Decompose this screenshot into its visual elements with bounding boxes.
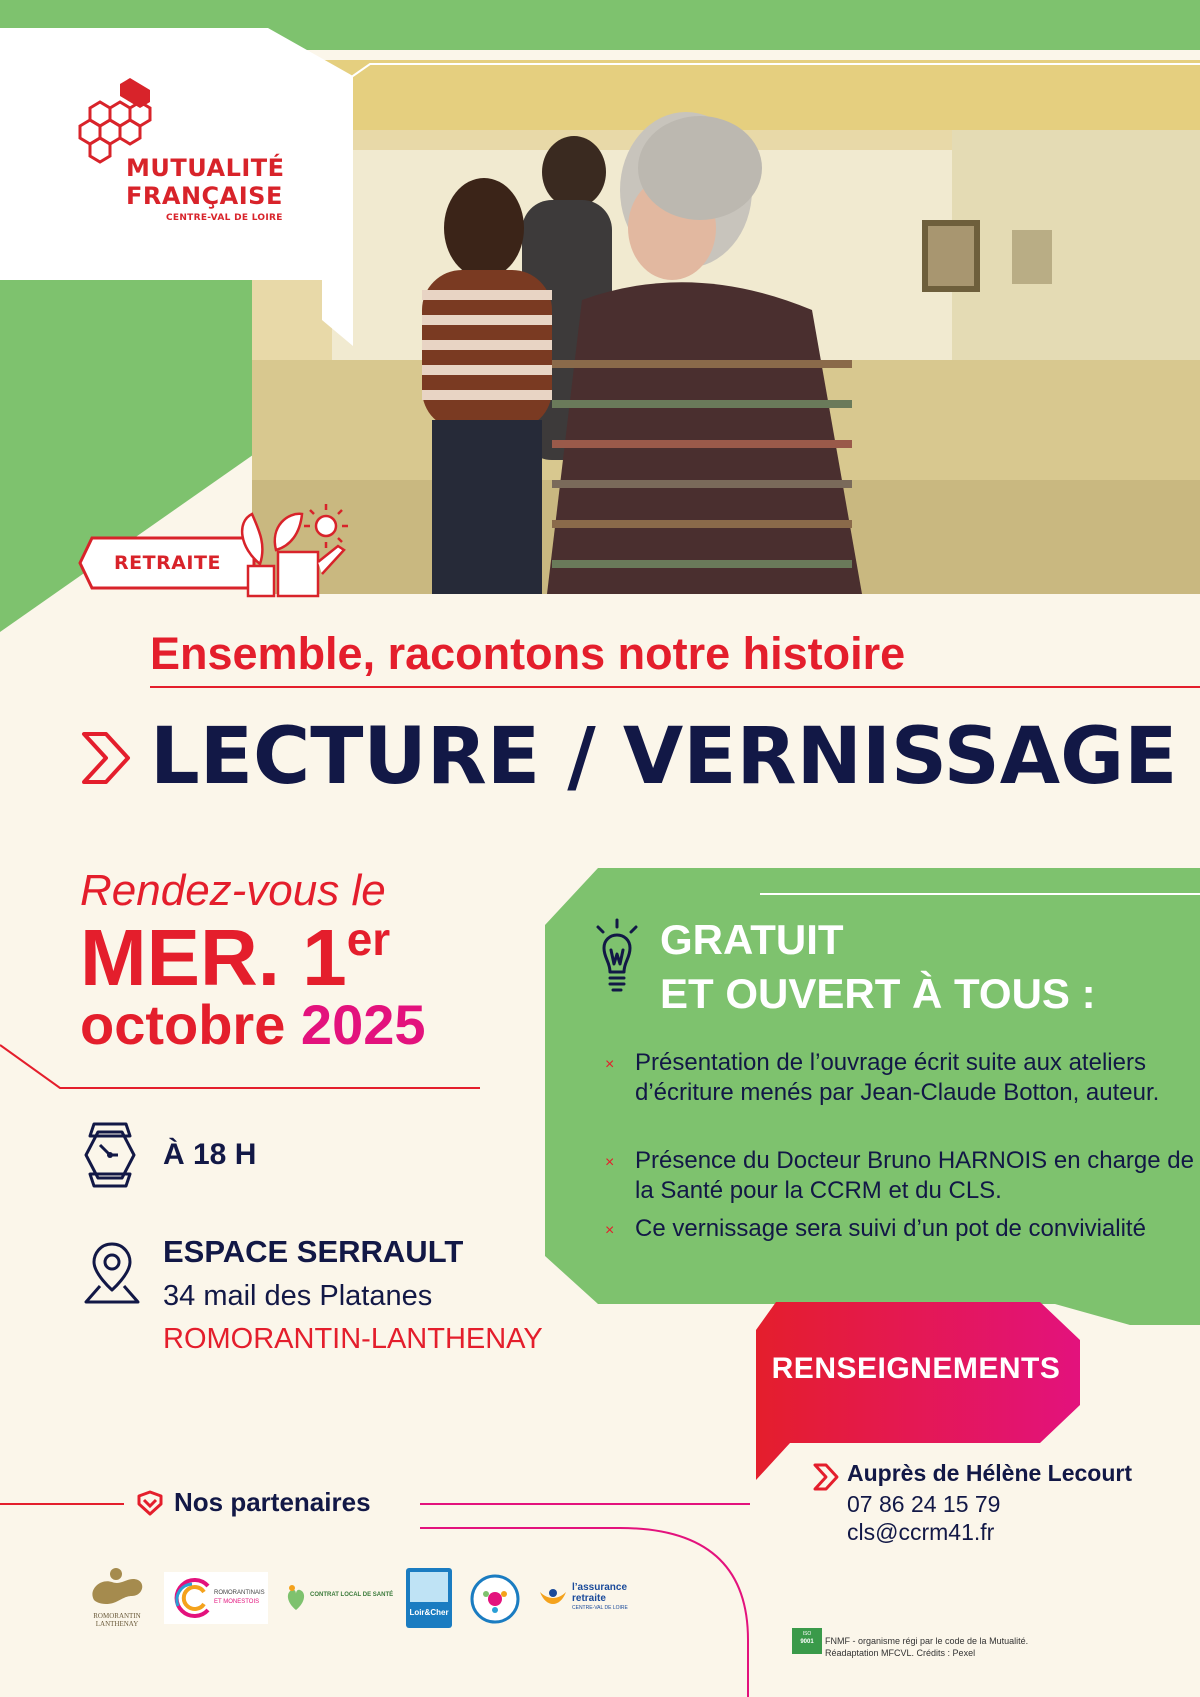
venue-city: ROMORANTIN-LANTHENAY bbox=[163, 1323, 543, 1355]
retraite-tag: RETRAITE bbox=[114, 552, 221, 574]
heart-icon bbox=[136, 1490, 164, 1518]
cls-badge-icon bbox=[470, 1574, 520, 1624]
watering-can-icon bbox=[230, 500, 360, 600]
footer-note-line2: Réadaptation MFCVL. Crédits : Pexel bbox=[825, 1648, 976, 1658]
lightbulb-icon bbox=[592, 918, 642, 1000]
heart-hands-icon bbox=[284, 1584, 308, 1612]
event-time: À 18 H bbox=[163, 1138, 257, 1171]
footer-note-line1: FNMF - organisme régi par le code de la Mutualité. bbox=[825, 1636, 1029, 1646]
day-label: MER. 1 bbox=[80, 913, 347, 1002]
info-bullet: × Présence du Docteur Bruno HARNOIS en charge de la Santé pour la CCRM et du CLS. bbox=[605, 1147, 1194, 1204]
assurance-retraite-icon bbox=[538, 1588, 568, 1610]
cross-bullet-icon: × bbox=[605, 1154, 615, 1171]
partner-assurance-text3: CENTRE-VAL DE LOIRE bbox=[572, 1605, 628, 1611]
photo-frame-line bbox=[350, 60, 1200, 80]
info-bullet: × Présentation de l’ouvrage écrit suite aux ateliers d’écriture menés par Jean-Claude Botton, auteur. bbox=[605, 1049, 1160, 1106]
iso-text-1: ISO bbox=[802, 1631, 812, 1637]
venue-name: ESPACE SERRAULT bbox=[163, 1234, 464, 1269]
event-month-year bbox=[80, 992, 426, 1057]
partner-logo-cls bbox=[284, 1582, 394, 1614]
iso-text-2: 9001 bbox=[800, 1639, 814, 1645]
partner-cls-text: CONTRAT LOCAL DE SANTÉ bbox=[310, 1592, 394, 1598]
event-title: LECTURE / VERNISSAGE bbox=[150, 712, 1178, 802]
partner-logo-assurance-retraite bbox=[538, 1580, 648, 1620]
partner-logo-badge bbox=[470, 1574, 520, 1624]
watch-icon bbox=[82, 1120, 138, 1190]
tagline: Ensemble, racontons notre histoire bbox=[150, 628, 906, 679]
day-suffix: er bbox=[346, 913, 391, 965]
chevron-right-icon bbox=[812, 1462, 840, 1492]
venue-street: 34 mail des Platanes bbox=[163, 1280, 433, 1312]
chevron-right-icon bbox=[80, 730, 132, 786]
contact-phone[interactable]: 07 86 24 15 79 bbox=[847, 1491, 1001, 1517]
tagline-underline bbox=[150, 686, 1200, 688]
partner-logo-romorantin bbox=[82, 1566, 152, 1632]
cross-bullet-icon: × bbox=[605, 1056, 615, 1073]
partners-title: Nos partenaires bbox=[174, 1487, 371, 1517]
cc-swirl-icon bbox=[168, 1576, 214, 1620]
salamander-icon bbox=[82, 1566, 152, 1610]
event-day bbox=[80, 912, 390, 1004]
contact-name: Auprès de Hélène Lecourt bbox=[847, 1460, 1133, 1486]
date-intro: Rendez-vous le bbox=[80, 866, 386, 915]
partner-loir-et-cher-text: Loir&Cher bbox=[409, 1608, 449, 1617]
partners-rule-left bbox=[0, 1503, 124, 1505]
partner-romorantinais-text2: ET MONESTOIS bbox=[214, 1599, 260, 1605]
info-title-line1: GRATUIT bbox=[660, 916, 844, 963]
event-month: octobre bbox=[80, 993, 286, 1056]
partner-assurance-text1: l’assurance bbox=[572, 1582, 628, 1593]
brand-region: CENTRE-VAL DE LOIRE bbox=[166, 213, 283, 223]
partner-romorantinais-text1: ROMORANTINAIS bbox=[214, 1590, 265, 1596]
loir-et-cher-wave-icon bbox=[410, 1572, 448, 1602]
renseignements-label: RENSEIGNEMENTS bbox=[771, 1352, 1061, 1385]
cross-bullet-icon: × bbox=[605, 1222, 615, 1239]
partner-logo-loir-et-cher bbox=[406, 1568, 452, 1628]
partner-assurance-text2: retraite bbox=[572, 1593, 606, 1604]
brand-name-line1: MUTUALITÉ bbox=[126, 154, 285, 182]
iso-badge bbox=[792, 1628, 822, 1654]
info-title-line2: ET OUVERT À TOUS : bbox=[660, 970, 1096, 1017]
info-bullet: × Ce vernissage sera suivi d’un pot de convivialité bbox=[635, 1214, 1200, 1244]
info-panel-rule bbox=[760, 890, 1200, 898]
partner-logo-romorantinais bbox=[164, 1572, 268, 1624]
location-pin-icon bbox=[82, 1240, 142, 1306]
partner-romorantin-text: ROMORANTIN LANTHENAY bbox=[93, 1612, 141, 1628]
brand-name-line2: FRANÇAISE bbox=[126, 182, 283, 210]
contact-email[interactable]: cls@ccrm41.fr bbox=[847, 1519, 995, 1545]
partners-rule-right bbox=[420, 1503, 750, 1505]
hero-photo bbox=[252, 60, 1200, 594]
event-year: 2025 bbox=[300, 993, 426, 1056]
